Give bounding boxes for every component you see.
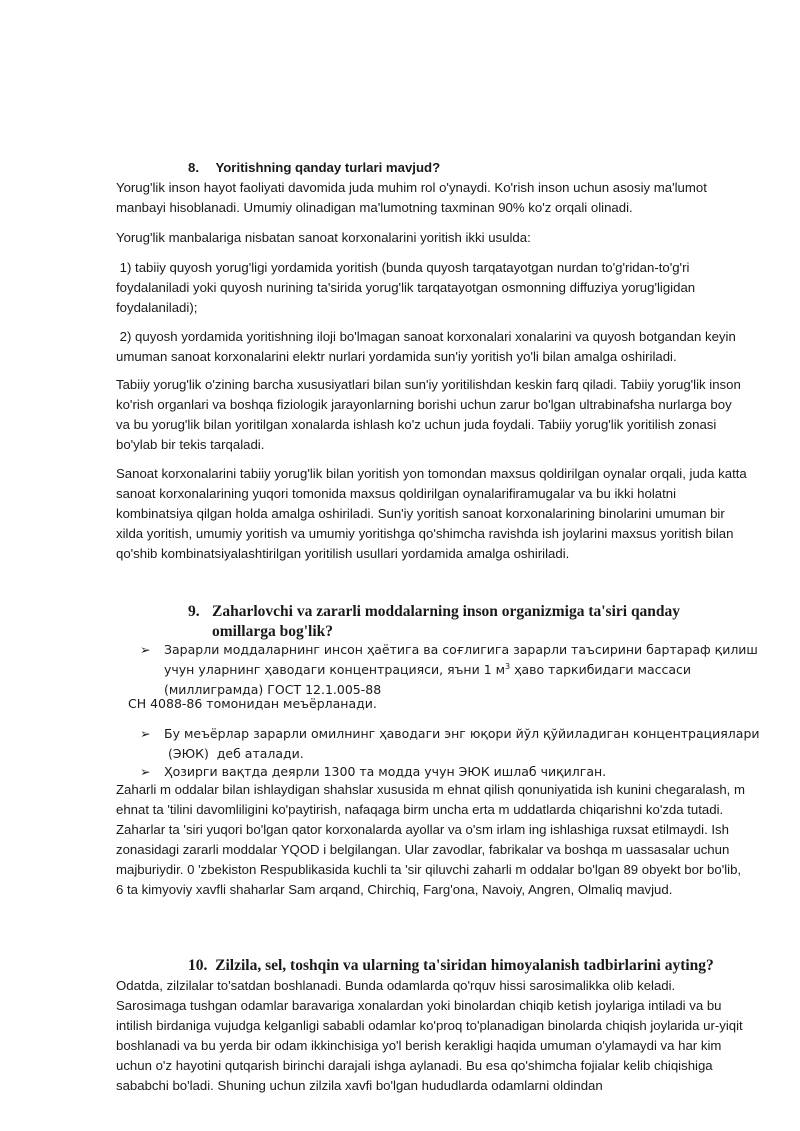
section-8-paragraph-5: Tabiiy yorug'lik o'zining barcha xususiyatlari bilan sun'iy yoritilishdan keskin farq qiladi. Tabiiy yorug'lik inson ko'rish organlari va boshqa fiziologik jarayonlarning borishi uchun zarur bo'lgan ultrabinafsha nurlarga boy va bu yorug'lik bilan yoritilgan xonalarda ishlash ko'z uchun juda foydali. Tabiiy yorug'lik yoritilish zonasi bo'ylab bir tekis tarqaladi. bbox=[116, 377, 741, 452]
bullet-1-line-1: Зарарли моддаларнинг инсон ҳаётига ва соғлигига зарарли таъсирини бартараф қилиш bbox=[164, 642, 758, 657]
bullet-2-line-2: (ЭЮК) деб аталади. bbox=[164, 746, 304, 761]
arrow-bullet-icon: ➢ bbox=[140, 764, 151, 779]
cubic-superscript: 3 bbox=[505, 661, 511, 671]
bullet-item-2 bbox=[140, 724, 760, 764]
section-9-title-line-2: omillarga bog'lik? bbox=[212, 623, 333, 640]
section-8-title: Yoritishning qanday turlari mavjud? bbox=[215, 160, 441, 175]
bullet-3-text: Ҳозирги вақтда деярли 1300 та модда учун ЭЮК ишлаб чиқилган. bbox=[164, 764, 607, 779]
section-9-title-line-1: Zaharlovchi va zararli moddalarning inson organizmiga ta'siri qanday bbox=[212, 603, 681, 620]
bullet-1-line-2 bbox=[140, 660, 760, 680]
section-10-number: 10. bbox=[188, 957, 208, 974]
section-8-number: 8. bbox=[188, 160, 199, 175]
section-9-paragraph: Zaharli m oddalar bilan ishlaydigan shahslar xususida m ehnat qilish qonuniyatida ish kunini chegaralash, m ehnat ta 'tilini davomliligini ko'paytirish, nafaqaga birm uncha erta m uddatlarda chiqarishni ko'zda tutadi. Zaharlar ta 'siri yuqori bo'lgan qator korxonalarda ayollar va o'sm irlam ing ishlashiga ruxsat etilmaydi. Ish zonasidagi zararli moddalar YQOD i belgilangan. Ular zavodlar, fabrikalar va boshqa m uassasalar uchun majburiydir. 0 'zbekiston Respublikasida kuchli ta 'sir qiluvchi zaharli m oddalar bo'lgan 89 obyekt bor bo'lib, 6 ta kimyoviy xavfli shaharlar Sam arqand, Chirchiq, Farg'ona, Navoiy, Angren, Olmaliq mavjud. bbox=[116, 782, 745, 897]
section-10-paragraph: Odatda, zilzilalar to'satdan boshlanadi. Bunda odamlarda qo'rquv hissi sarosimalikka olib keladi. Sarosimaga tushgan odamlar baravariga xonalardan yoki binolardan chiqib ketish joylariga intiladi va bu intilish birdaniga vujudga kelganligi sababli odamlar ko'proq to'planadigan binolarda chiqish joylarida ur-yiqit boshlanadi va bu yerda bir odam ikkinchisiga yo'l berish kerakligi haqida umuman o'ylamaydi va har kim uchun o'z hayotini qutqarish birinchi darajali ishga aylanadi. Bu esa qo'shimcha fojialar kelib chiqishiga sababchi bo'ladi. Shuning uchun zilzila xavfi bo'lgan hududlarda odamlarni oldindan bbox=[116, 978, 743, 1093]
section-8-paragraph-3: 1) tabiiy quyosh yorug'ligi yordamida yoritish (bunda quyosh tarqatayotgan nurdan to'g'ridan-to'g'ri foydalaniladi yoki quyosh nurining ta'sirida yorug'lik tarqatayotgan osmonning diffuziya yorug'ligidan foydalaniladi); bbox=[116, 260, 699, 315]
bullet-2-line-1: Бу меъёрлар зарарли омилнинг ҳаводаги энг юқори йўл қўйиладиган концентрациялари bbox=[164, 726, 760, 741]
section-10-heading bbox=[188, 956, 768, 976]
arrow-bullet-icon: ➢ bbox=[140, 726, 151, 741]
bullet-item-3 bbox=[140, 762, 760, 782]
bullet-item-1 bbox=[140, 640, 760, 700]
section-8-paragraph-1: Yorug'lik inson hayot faoliyati davomida juda muhim rol o'ynaydi. Ko'rish inson uchun asosiy ma'lumot manbayi hisoblanadi. Umumiy olinadigan ma'lumotning taxminan 90% ko'z orqali olinadi. bbox=[116, 180, 707, 215]
section-8-paragraph-2: Yorug'lik manbalariga nisbatan sanoat korxonalarini yoritish ikki usulda: bbox=[116, 230, 531, 245]
standard-line: СН 4088-86 томонидан меъёрланади. bbox=[128, 696, 377, 711]
section-8-paragraph-6: Sanoat korxonalarini tabiiy yorug'lik bilan yoritish yon tomondan maxsus qoldirilgan oynalar orqali, juda katta sanoat korxonalarining yuqori tomonida maxsus qoldirilgan oynalarifiramugalar va bu ikki holatni kombinatsiya qilgan holda amalga oshiriladi. Sun'iy yoritish sanoat korxonalarining binolarini umuman bir xilda yoritish, umumiy yoritish va umumiy yoritishga qo'shimcha ravishda ish joylarini maxsus yoritish bilan qo'shib kombinatsiyalashtirilgan yoritilish usullari yordamida amalga oshiriladi. bbox=[116, 466, 747, 561]
section-10-title: Zilzila, sel, toshqin va ularning ta'siridan himoyalanish tadbirlarini ayting? bbox=[215, 957, 714, 974]
section-9-heading bbox=[188, 602, 748, 642]
bullet-1-line-2-end: ҳаво таркибидаги массаси bbox=[510, 662, 691, 677]
bullet-1-line-3: (миллиграмда) ГОСТ 12.1.005-88 bbox=[164, 682, 382, 697]
section-8-heading bbox=[188, 158, 440, 178]
bullet-1-line-2-text: учун уларнинг ҳаводаги концентрацияси, яъни 1 м bbox=[164, 662, 506, 677]
section-9-number: 9. bbox=[188, 603, 200, 620]
section-8-paragraph-4: 2) quyosh yordamida yoritishning iloji bo'lmagan sanoat korxonalari xonalarini va quyosh botgandan keyin umuman sanoat korxonalarini elektr nurlari yordamida sun'iy yoritish yo'li bilan amalga oshiriladi. bbox=[116, 329, 740, 364]
arrow-bullet-icon: ➢ bbox=[140, 642, 151, 657]
